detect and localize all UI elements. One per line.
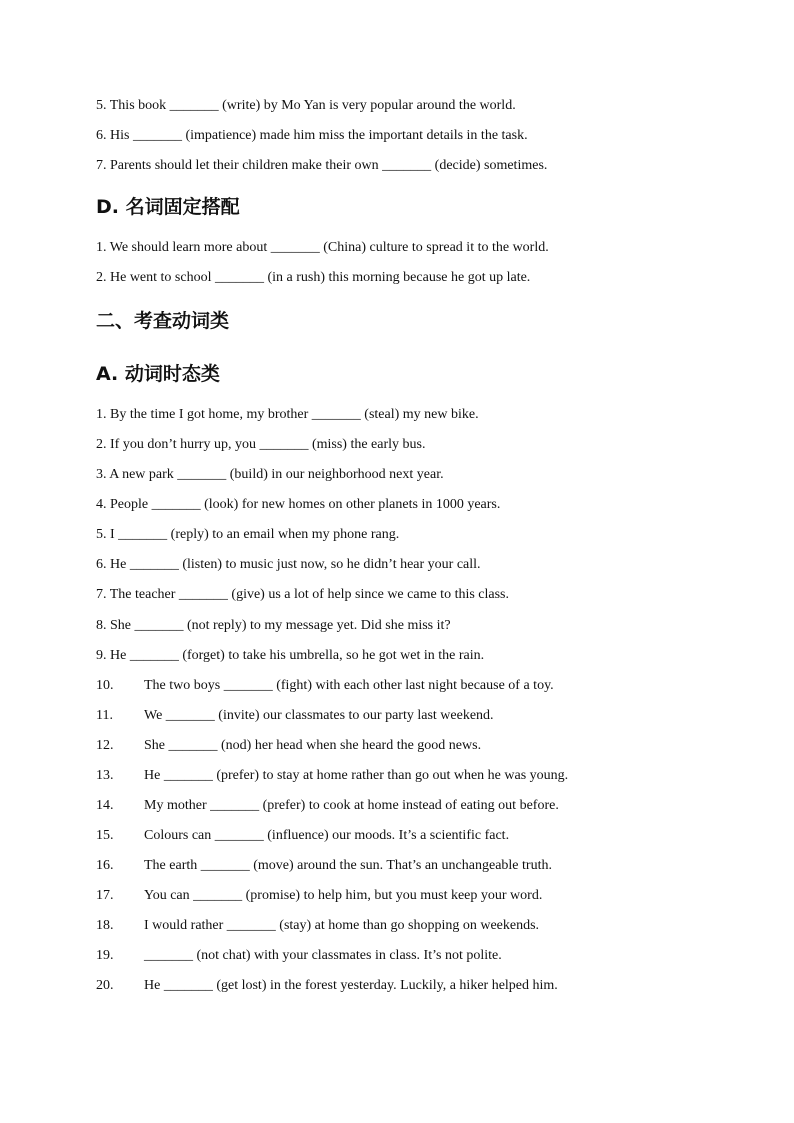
exercise-item bbox=[96, 526, 399, 544]
item-text: He _______ (get lost) in the forest yesterday. Luckily, a hiker helped him. bbox=[144, 978, 558, 993]
item-number: 13. bbox=[96, 768, 114, 783]
item-number: 8. bbox=[96, 618, 107, 633]
item-number: 10. bbox=[96, 678, 114, 693]
exercise-item bbox=[96, 157, 547, 175]
item-number: 7. bbox=[96, 158, 107, 173]
exercise-item bbox=[96, 647, 484, 665]
item-text: You can _______ (promise) to help him, but you must keep your word. bbox=[144, 888, 543, 903]
item-number: 6. bbox=[96, 557, 107, 572]
exercise-item bbox=[96, 677, 554, 695]
item-text: The teacher _______ (give) us a lot of help since we came to this class. bbox=[106, 587, 510, 602]
exercise-item bbox=[96, 269, 530, 287]
item-text: People _______ (look) for new homes on other planets in 1000 years. bbox=[106, 497, 501, 512]
item-text: He _______ (listen) to music just now, so he didn’t hear your call. bbox=[106, 557, 481, 572]
exercise-item bbox=[96, 827, 509, 845]
item-text: The two boys _______ (fight) with each other last night because of a toy. bbox=[144, 678, 554, 693]
item-number: 9. bbox=[96, 648, 107, 663]
item-number: 1. bbox=[96, 240, 107, 255]
item-text: Parents should let their children make their own _______ (decide) sometimes. bbox=[106, 158, 548, 173]
exercise-item bbox=[96, 737, 481, 755]
exercise-item bbox=[96, 496, 500, 514]
item-text: She _______ (not reply) to my message yet. Did she miss it? bbox=[106, 618, 451, 633]
exercise-item bbox=[96, 436, 425, 454]
item-text: The earth _______ (move) around the sun. That’s an unchangeable truth. bbox=[144, 858, 552, 873]
item-number: 1. bbox=[96, 407, 107, 422]
exercise-item bbox=[96, 406, 479, 424]
exercise-item bbox=[96, 917, 539, 935]
item-number: 6. bbox=[96, 128, 107, 143]
item-text: I _______ (reply) to an email when my phone rang. bbox=[106, 527, 400, 542]
exercise-item bbox=[96, 97, 516, 115]
item-text: If you don’t hurry up, you _______ (miss) the early bus. bbox=[106, 437, 426, 452]
item-text: Colours can _______ (influence) our moods. It’s a scientific fact. bbox=[144, 828, 510, 843]
section-heading-d: D. 名词固定搭配 bbox=[96, 196, 240, 218]
item-text: We _______ (invite) our classmates to our party last weekend. bbox=[144, 708, 494, 723]
item-number: 2. bbox=[96, 437, 107, 452]
item-text: By the time I got home, my brother _______ (steal) my new bike. bbox=[106, 407, 479, 422]
item-text: A new park _______ (build) in our neighborhood next year. bbox=[106, 467, 444, 482]
item-number: 3. bbox=[96, 467, 107, 482]
exercise-item bbox=[96, 797, 559, 815]
item-text: I would rather _______ (stay) at home than go shopping on weekends. bbox=[144, 918, 540, 933]
item-number: 7. bbox=[96, 587, 107, 602]
item-number: 5. bbox=[96, 98, 107, 113]
item-number: 15. bbox=[96, 828, 114, 843]
item-text: We should learn more about _______ (China) culture to spread it to the world. bbox=[106, 240, 549, 255]
item-text: His _______ (impatience) made him miss the important details in the task. bbox=[106, 128, 528, 143]
item-text: He went to school _______ (in a rush) this morning because he got up late. bbox=[106, 270, 531, 285]
item-number: 12. bbox=[96, 738, 114, 753]
exercise-item bbox=[96, 887, 542, 905]
exercise-item bbox=[96, 707, 494, 725]
item-text: He _______ (prefer) to stay at home rather than go out when he was young. bbox=[144, 768, 569, 783]
exercise-item bbox=[96, 977, 558, 995]
exercise-item bbox=[96, 239, 549, 257]
item-number: 19. bbox=[96, 948, 114, 963]
item-text: He _______ (forget) to take his umbrella, so he got wet in the rain. bbox=[106, 648, 485, 663]
item-text: She _______ (nod) her head when she heard the good news. bbox=[144, 738, 482, 753]
item-number: 2. bbox=[96, 270, 107, 285]
item-text: _______ (not chat) with your classmates in class. It’s not polite. bbox=[144, 948, 502, 963]
exercise-item bbox=[96, 617, 451, 635]
item-number: 4. bbox=[96, 497, 107, 512]
item-text: This book _______ (write) by Mo Yan is very popular around the world. bbox=[106, 98, 516, 113]
item-number: 5. bbox=[96, 527, 107, 542]
exercise-item bbox=[96, 466, 444, 484]
exercise-item bbox=[96, 586, 509, 604]
exercise-item bbox=[96, 127, 528, 145]
item-number: 18. bbox=[96, 918, 114, 933]
exercise-item bbox=[96, 556, 481, 574]
exercise-item bbox=[96, 947, 502, 965]
exercise-item bbox=[96, 857, 552, 875]
exercise-item bbox=[96, 767, 568, 785]
item-number: 14. bbox=[96, 798, 114, 813]
section-heading-a: A. 动词时态类 bbox=[96, 363, 220, 385]
item-number: 16. bbox=[96, 858, 114, 873]
item-text: My mother _______ (prefer) to cook at home instead of eating out before. bbox=[144, 798, 559, 813]
item-number: 17. bbox=[96, 888, 114, 903]
item-number: 11. bbox=[96, 708, 113, 723]
section-heading-verbs: 二、考查动词类 bbox=[96, 310, 230, 332]
item-number: 20. bbox=[96, 978, 114, 993]
